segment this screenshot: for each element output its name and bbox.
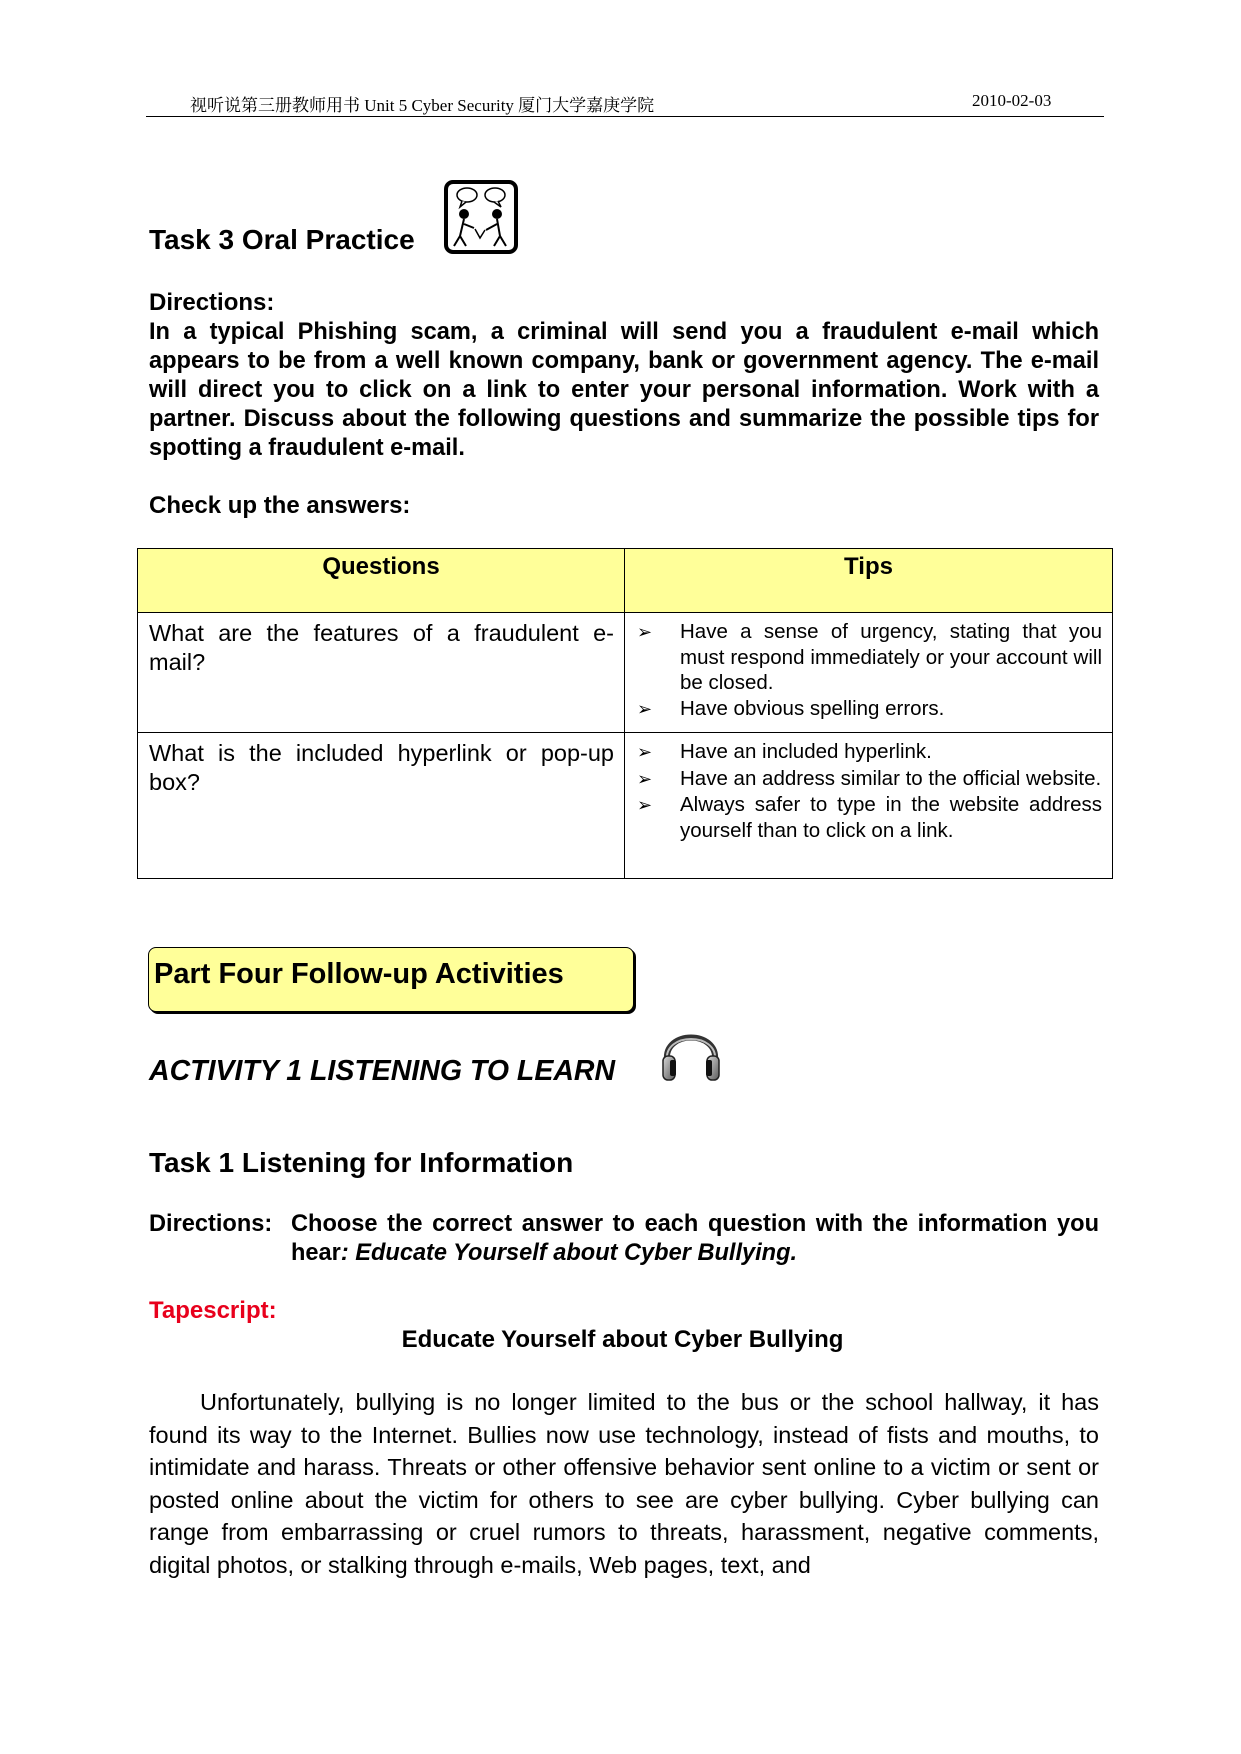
questions-tips-table — [137, 548, 1113, 879]
question-cell: What are the features of a fraudulent e-mail? — [138, 613, 625, 733]
arrow-bullet-icon: ➢ — [637, 795, 653, 815]
tip-text: Have a sense of urgency, stating that you must respond immediately or your account will be closed. — [680, 620, 1102, 694]
check-answers-label: Check up the answers: — [149, 492, 411, 519]
arrow-bullet-icon: ➢ — [637, 768, 653, 789]
tip-text: Have obvious spelling errors. — [680, 696, 945, 720]
activity-title: ACTIVITY 1 LISTENING TO LEARN — [149, 1055, 616, 1087]
headphones-icon — [660, 1018, 722, 1084]
tips-header: Tips — [625, 549, 1113, 613]
task1-directions — [149, 1210, 1099, 1268]
tip-item — [635, 696, 1102, 723]
arrow-bullet-icon: ➢ — [637, 698, 653, 719]
part-four-title: Part Four Follow-up Activities — [154, 958, 564, 990]
tip-item — [635, 739, 1102, 766]
header-date: 2010-02-03 — [972, 91, 1052, 110]
directions-label: Directions: — [149, 289, 275, 316]
questions-header: Questions — [138, 549, 625, 613]
part-four-banner — [148, 947, 634, 1012]
page-header — [146, 88, 1104, 117]
talking-people-icon — [444, 180, 518, 254]
tip-item — [635, 619, 1102, 696]
story-paragraph: Unfortunately, bullying is no longer limited to the bus or the school hallway, it has found its way to the Internet. Bullies now use technology, instead of fists and mouths, to intimidate and harass. Threats or other offensive behavior sent online to a victim or sent or posted online about the victim for others to see are cyber bullying. Cyber bullying can range from embarrassing or cruel rumors to threats, harassment, negative comments, digital photos, or stalking through e-mails, Web pages, text, and — [149, 1389, 1099, 1578]
tip-text: Have an address similar to the official website. — [680, 766, 1102, 790]
task1-directions-text: Choose the correct answer to each question with the information you hear — [291, 1211, 1099, 1266]
directions-text: In a typical Phishing scam, a criminal will send you a fraudulent e-mail which appears to be from a well known company, bank or government agency. The e-mail will direct you to click on a link to enter your personal information. Work with a partner. Discuss about the following questions and summarize the possible tips for spotting a fraudulent e-mail. — [149, 319, 1099, 461]
tip-item — [635, 766, 1102, 793]
table-header-row — [138, 549, 1113, 613]
task1-title: Task 1 Listening for Information — [149, 1147, 574, 1178]
table-row — [138, 733, 1113, 879]
tapescript-label: Tapescript: — [149, 1297, 277, 1324]
arrow-bullet-icon: ➢ — [637, 742, 653, 762]
tip-text: Always safer to type in the website address yourself than to click on a link. — [680, 793, 1102, 842]
tip-text: Have an included hyperlink. — [680, 740, 932, 763]
arrow-bullet-icon: ➢ — [637, 622, 653, 642]
tips-cell — [625, 733, 1113, 879]
story-title-row — [0, 1326, 1241, 1354]
question-cell: What is the included hyperlink or pop-up box? — [138, 733, 625, 879]
task1-directions-italic: : Educate Yourself about Cyber Bullying. — [340, 1240, 798, 1266]
tip-item — [635, 792, 1102, 843]
table-row — [138, 613, 1113, 733]
tips-cell — [625, 613, 1113, 733]
header-title: 视听说第三册教师用书 Unit 5 Cyber Security 厦门大学嘉庚学院 — [190, 96, 655, 115]
task1-directions-label: Directions: — [149, 1211, 273, 1237]
story-title: Educate Yourself about Cyber Bullying — [401, 1326, 844, 1353]
task3-title: Task 3 Oral Practice — [149, 224, 415, 255]
